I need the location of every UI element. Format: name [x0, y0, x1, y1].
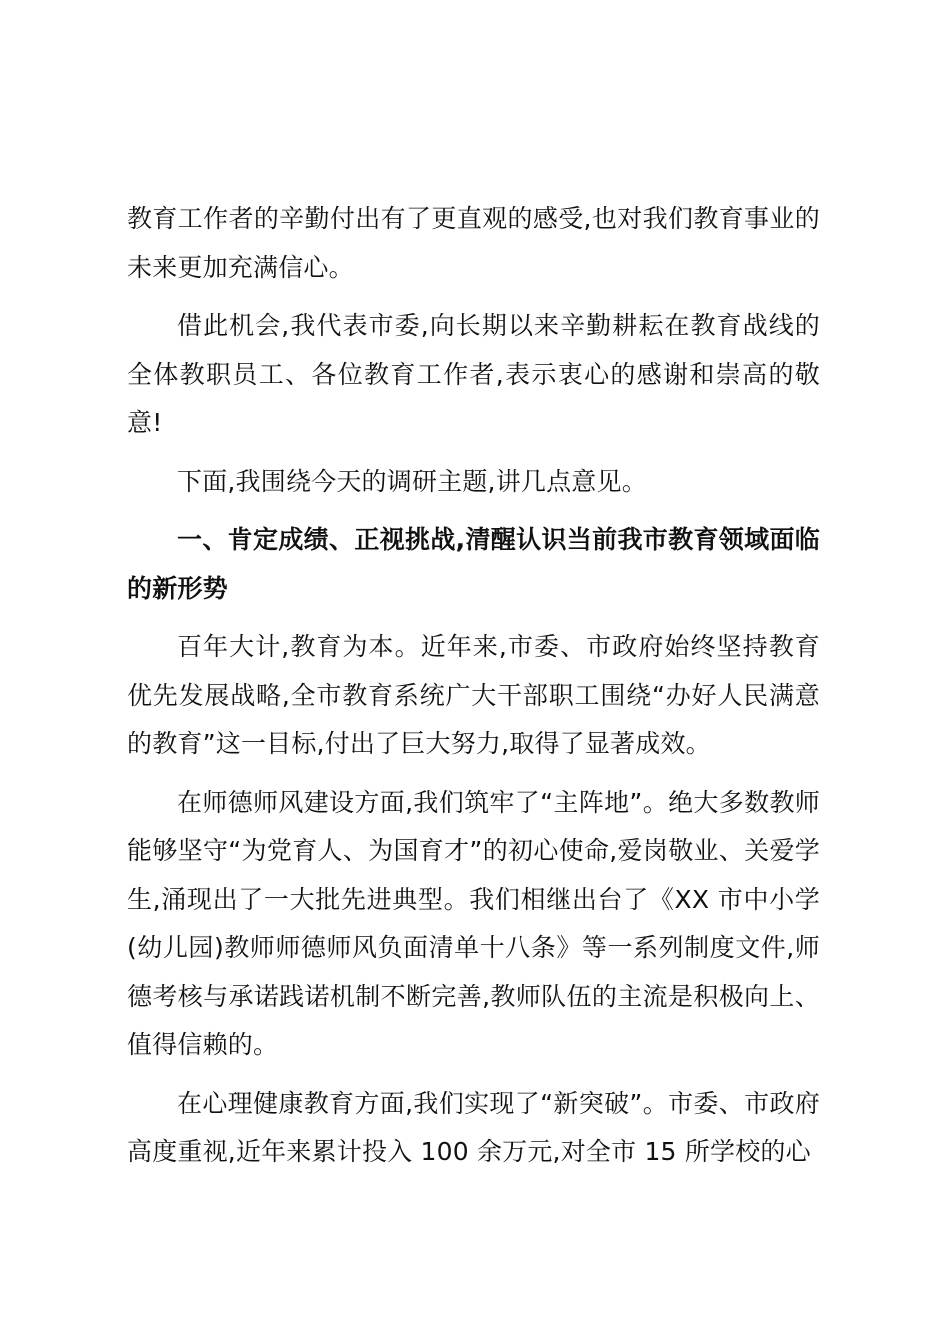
paragraph-gratitude: 借此机会,我代表市委,向长期以来辛勤耕耘在教育战线的全体教职员工、各位教育工作者,表示衷心的感谢和崇高的敬意! [127, 311, 820, 437]
section-heading-1: 一、肯定成绩、正视挑战,清醒认识当前我市教育领域面临的新形势 [127, 525, 820, 603]
paragraph-intro: 下面,我围绕今天的调研主题,讲几点意见。 [177, 466, 647, 496]
document-page [127, 195, 820, 1187]
paragraph-continuation: 教育工作者的辛勤付出有了更直观的感受,也对我们教育事业的未来更加充满信心。 [127, 204, 820, 282]
paragraph-mental-health: 在心理健康教育方面,我们实现了“新突破”。市委、市政府高度重视,近年来累计投入 100 余万元,对全市 15 所学校的心 [127, 1088, 820, 1166]
paragraph-teacher-ethics: 在师德师风建设方面,我们筑牢了“主阵地”。绝大多数教师能够坚守“为党育人、为国育才”的初心使命,爱岗敬业、关爱学生,涌现出了一大批先进典型。我们相继出台了《XX 市中小学(幼儿园)教师师德师风负面清单十八条》等一系列制度文件,师德考核与承诺践诺机制不断完善,教师队伍的主流是积极向上、值得信赖的。 [127, 787, 820, 1059]
paragraph-achievements: 百年大计,教育为本。近年来,市委、市政府始终坚持教育优先发展战略,全市教育系统广大干部职工围绕“办好人民满意的教育”这一目标,付出了巨大努力,取得了显著成效。 [127, 632, 820, 758]
